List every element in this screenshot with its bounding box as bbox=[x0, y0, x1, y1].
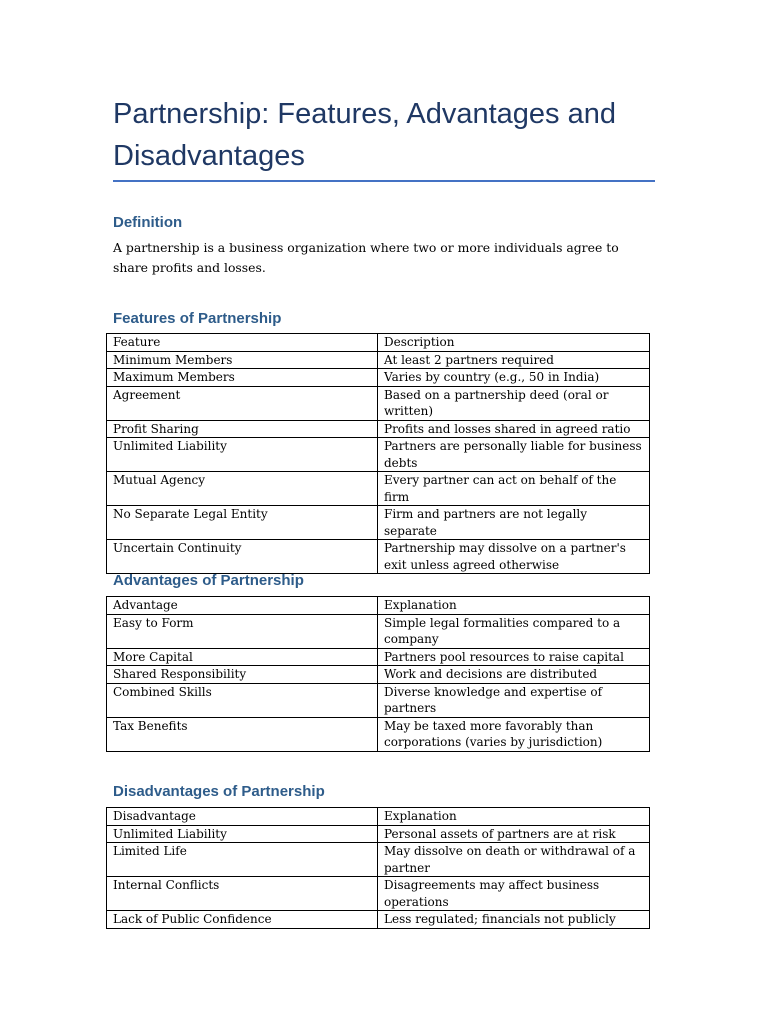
disadvantages-table bbox=[106, 807, 650, 929]
table-row bbox=[107, 648, 650, 666]
table-cell-label: Limited Life bbox=[107, 843, 378, 877]
disadvantages-heading: Disadvantages of Partnership bbox=[113, 783, 325, 800]
table-row bbox=[107, 683, 650, 717]
table-cell-text: Partners pool resources to raise capital bbox=[378, 648, 650, 666]
document-title: Partnership: Features, Advantages and Disadvantages bbox=[113, 98, 616, 172]
table-cell-text: Diverse knowledge and expertise of partners bbox=[378, 683, 650, 717]
table-cell-text: Explanation bbox=[378, 808, 650, 826]
table-cell-text: Explanation bbox=[378, 597, 650, 615]
table-row bbox=[107, 666, 650, 684]
table-cell-text: Varies by country (e.g., 50 in India) bbox=[378, 369, 650, 387]
table-row bbox=[107, 877, 650, 911]
table-cell-text: May dissolve on death or withdrawal of a partner bbox=[378, 843, 650, 877]
table-cell-label: Easy to Form bbox=[107, 614, 378, 648]
table-cell-text: Personal assets of partners are at risk bbox=[378, 825, 650, 843]
table-cell-label: Uncertain Continuity bbox=[107, 540, 378, 574]
table-row bbox=[107, 506, 650, 540]
table-row bbox=[107, 472, 650, 506]
table-cell-text: Firm and partners are not legally separate bbox=[378, 506, 650, 540]
table-row bbox=[107, 717, 650, 751]
title-underline bbox=[113, 180, 655, 182]
table-cell-label: Lack of Public Confidence bbox=[107, 911, 378, 929]
table-cell-text: Disagreements may affect business operations bbox=[378, 877, 650, 911]
table-cell-text: Based on a partnership deed (oral or written) bbox=[378, 386, 650, 420]
table-cell-label: Internal Conflicts bbox=[107, 877, 378, 911]
table-cell-text: At least 2 partners required bbox=[378, 351, 650, 369]
table-cell-text: May be taxed more favorably than corporations (varies by jurisdiction) bbox=[378, 717, 650, 751]
table-row bbox=[107, 369, 650, 387]
table-row bbox=[107, 614, 650, 648]
table-cell-text: Profits and losses shared in agreed ratio bbox=[378, 420, 650, 438]
table-cell-text: Simple legal formalities compared to a company bbox=[378, 614, 650, 648]
advantages-table bbox=[106, 596, 650, 752]
table-row bbox=[107, 540, 650, 574]
table-cell-text: Description bbox=[378, 334, 650, 352]
table-header-row bbox=[107, 597, 650, 615]
table-cell-label: Feature bbox=[107, 334, 378, 352]
features-heading: Features of Partnership bbox=[113, 310, 282, 327]
table-cell-label: Unlimited Liability bbox=[107, 438, 378, 472]
table-cell-label: Profit Sharing bbox=[107, 420, 378, 438]
table-row bbox=[107, 351, 650, 369]
table-row bbox=[107, 843, 650, 877]
table-cell-label: Mutual Agency bbox=[107, 472, 378, 506]
definition-text: A partnership is a business organization where two or more individuals agree to share profits and losses. bbox=[113, 240, 619, 275]
features-table bbox=[106, 333, 650, 574]
table-cell-label: Advantage bbox=[107, 597, 378, 615]
table-row bbox=[107, 386, 650, 420]
table-cell-text: Every partner can act on behalf of the firm bbox=[378, 472, 650, 506]
table-row bbox=[107, 825, 650, 843]
table-header-row bbox=[107, 334, 650, 352]
table-row bbox=[107, 420, 650, 438]
table-row bbox=[107, 438, 650, 472]
table-cell-text: Partners are personally liable for business debts bbox=[378, 438, 650, 472]
table-header-row bbox=[107, 808, 650, 826]
table-cell-label: Disadvantage bbox=[107, 808, 378, 826]
table-cell-label: No Separate Legal Entity bbox=[107, 506, 378, 540]
table-cell-label: Maximum Members bbox=[107, 369, 378, 387]
table-cell-label: Shared Responsibility bbox=[107, 666, 378, 684]
table-cell-label: Combined Skills bbox=[107, 683, 378, 717]
table-cell-label: Agreement bbox=[107, 386, 378, 420]
table-cell-text: Less regulated; financials not publicly bbox=[378, 911, 650, 929]
advantages-heading: Advantages of Partnership bbox=[113, 572, 304, 589]
table-cell-label: More Capital bbox=[107, 648, 378, 666]
table-cell-label: Minimum Members bbox=[107, 351, 378, 369]
table-cell-label: Tax Benefits bbox=[107, 717, 378, 751]
table-cell-text: Partnership may dissolve on a partner's exit unless agreed otherwise bbox=[378, 540, 650, 574]
table-cell-label: Unlimited Liability bbox=[107, 825, 378, 843]
definition-heading: Definition bbox=[113, 214, 183, 231]
table-cell-text: Work and decisions are distributed bbox=[378, 666, 650, 684]
table-row bbox=[107, 911, 650, 929]
